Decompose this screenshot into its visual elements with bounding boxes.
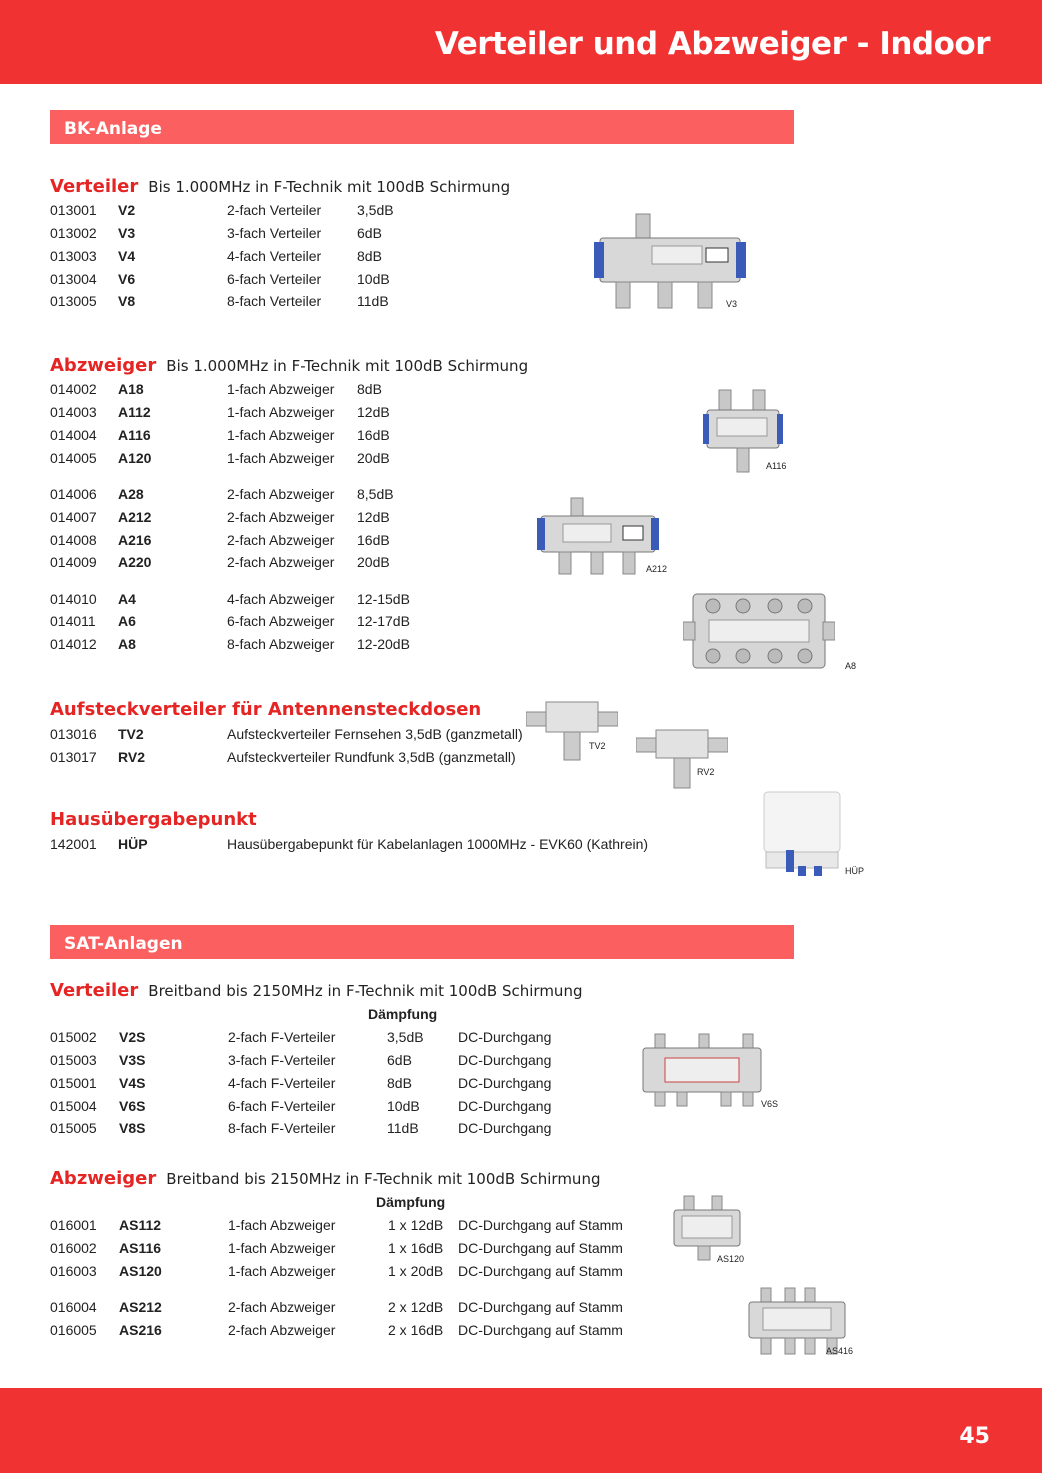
image-caption: V6S <box>761 1099 779 1109</box>
footer-bar <box>0 1388 1042 1473</box>
article-code: 013016 <box>50 726 97 742</box>
product-image-a8 <box>683 590 835 672</box>
attenuation: 1 x 12dB <box>388 1217 444 1233</box>
model: V3S <box>119 1052 146 1068</box>
attenuation: 3,5dB <box>357 202 394 218</box>
header-bar <box>0 0 1042 84</box>
attenuation: 2 x 16dB <box>388 1322 444 1338</box>
description: 2-fach Abzweiger <box>228 1299 336 1315</box>
attenuation: 3,5dB <box>387 1029 424 1045</box>
model: AS116 <box>119 1240 162 1256</box>
model: A112 <box>118 404 151 420</box>
attenuation: 11dB <box>357 293 389 309</box>
model: V4S <box>119 1075 146 1091</box>
article-code: 016002 <box>50 1240 97 1256</box>
note: DC-Durchgang <box>458 1120 552 1136</box>
description: 2-fach Abzweiger <box>228 1322 336 1338</box>
model: V4 <box>118 248 136 264</box>
attenuation: 10dB <box>357 271 390 287</box>
description: Aufsteckverteiler Fernsehen 3,5dB (ganzmetall) <box>227 726 523 742</box>
heading-subtitle: Bis 1.000MHz in F-Technik mit 100dB Schirmung <box>166 357 529 375</box>
description: Aufsteckverteiler Rundfunk 3,5dB (ganzmetall) <box>227 749 516 765</box>
attenuation: 11dB <box>387 1120 419 1136</box>
article-code: 014005 <box>50 450 97 466</box>
product-image-a212 <box>537 496 659 576</box>
article-code: 013005 <box>50 293 97 309</box>
note: DC-Durchgang auf Stamm <box>458 1263 623 1279</box>
model: A220 <box>118 554 152 570</box>
note: DC-Durchgang <box>458 1052 552 1068</box>
model: A116 <box>118 427 151 443</box>
attenuation: 12-20dB <box>357 636 410 652</box>
model: HÜP <box>118 836 148 852</box>
heading-bk-abzweiger <box>50 355 528 376</box>
product-image-v3 <box>594 212 746 312</box>
model: A212 <box>118 509 152 525</box>
description: Hausübergabepunkt für Kabelanlagen 1000MHz - EVK60 (Kathrein) <box>227 836 649 852</box>
article-code: 013017 <box>50 749 97 765</box>
model: A120 <box>118 450 152 466</box>
model: A18 <box>118 381 144 397</box>
description: 1-fach Abzweiger <box>228 1263 336 1279</box>
model: AS120 <box>119 1263 162 1279</box>
article-code: 014010 <box>50 591 97 607</box>
model: A8 <box>118 636 136 652</box>
model: RV2 <box>118 749 145 765</box>
description: 6-fach Abzweiger <box>227 613 335 629</box>
product-image-v6s <box>641 1032 763 1110</box>
model: AS212 <box>119 1299 162 1315</box>
attenuation: 8dB <box>357 248 382 264</box>
heading-title: Abzweiger <box>50 1168 157 1189</box>
description: 6-fach Verteiler <box>227 271 322 287</box>
article-code: 013004 <box>50 271 97 287</box>
description: 2-fach Abzweiger <box>227 554 335 570</box>
model: AS112 <box>119 1217 162 1233</box>
article-code: 014012 <box>50 636 97 652</box>
article-code: 014009 <box>50 554 97 570</box>
article-code: 015003 <box>50 1052 97 1068</box>
article-code: 015001 <box>50 1075 97 1091</box>
attenuation: 12dB <box>357 509 390 525</box>
description: 1-fach Abzweiger <box>228 1217 336 1233</box>
attenuation: 16dB <box>357 532 390 548</box>
article-code: 015004 <box>50 1098 97 1114</box>
attenuation: 2 x 12dB <box>388 1299 444 1315</box>
page-number: 45 <box>959 1424 990 1449</box>
section-title-bk: BK-Anlage <box>64 119 162 139</box>
article-code: 014006 <box>50 486 97 502</box>
heading-title: Aufsteckverteiler für Antennensteckdosen <box>50 699 482 720</box>
attenuation: 6dB <box>387 1052 412 1068</box>
attenuation: 8,5dB <box>357 486 394 502</box>
model: V8 <box>118 293 136 309</box>
section-bar-bk <box>50 110 794 144</box>
description: 1-fach Abzweiger <box>227 404 335 420</box>
article-code: 014002 <box>50 381 97 397</box>
model: V8S <box>119 1120 146 1136</box>
model: TV2 <box>118 726 144 742</box>
heading-title: Hausübergabepunkt <box>50 809 257 830</box>
description: 8-fach F-Verteiler <box>228 1120 336 1136</box>
heading-subtitle: Breitband bis 2150MHz in F-Technik mit 100dB Schirmung <box>148 982 583 1000</box>
article-code: 016003 <box>50 1263 97 1279</box>
attenuation: 20dB <box>357 450 390 466</box>
description: 3-fach F-Verteiler <box>228 1052 336 1068</box>
image-caption: AS120 <box>717 1254 745 1264</box>
heading-hup <box>50 809 257 830</box>
attenuation: 12dB <box>357 404 390 420</box>
description: 2-fach Verteiler <box>227 202 322 218</box>
attenuation: 1 x 20dB <box>388 1263 444 1279</box>
description: 4-fach Verteiler <box>227 248 322 264</box>
heading-sat-verteiler <box>50 980 582 1001</box>
article-code: 142001 <box>50 836 97 852</box>
model: V3 <box>118 225 136 241</box>
model: V2 <box>118 202 136 218</box>
article-code: 013001 <box>50 202 97 218</box>
description: 1-fach Abzweiger <box>228 1240 336 1256</box>
note: DC-Durchgang auf Stamm <box>458 1322 623 1338</box>
image-caption: RV2 <box>697 767 715 777</box>
model: V6S <box>119 1098 146 1114</box>
article-code: 016004 <box>50 1299 97 1315</box>
attenuation: 8dB <box>357 381 382 397</box>
product-image-tv2 <box>526 698 618 762</box>
attenuation: 12-15dB <box>357 591 410 607</box>
attenuation: 12-17dB <box>357 613 410 629</box>
image-caption: TV2 <box>589 741 606 751</box>
model: A4 <box>118 591 136 607</box>
description: 4-fach F-Verteiler <box>228 1075 336 1091</box>
attenuation: 8dB <box>387 1075 412 1091</box>
heading-title: Verteiler <box>50 176 139 197</box>
model: V2S <box>119 1029 146 1045</box>
description: 1-fach Abzweiger <box>227 450 335 466</box>
heading-aufsteckverteiler <box>50 699 481 720</box>
note: DC-Durchgang <box>458 1075 552 1091</box>
article-code: 015005 <box>50 1120 97 1136</box>
article-code: 013002 <box>50 225 97 241</box>
description: 6-fach F-Verteiler <box>228 1098 336 1114</box>
note: DC-Durchgang <box>458 1029 552 1045</box>
image-caption: V3 <box>726 299 738 309</box>
article-code: 013003 <box>50 248 97 264</box>
heading-bk-verteiler <box>50 176 510 197</box>
model: V6 <box>118 271 136 287</box>
image-caption: A8 <box>845 661 857 671</box>
attenuation: 16dB <box>357 427 390 443</box>
description: 2-fach Abzweiger <box>227 486 335 502</box>
product-image-rv2 <box>636 728 728 792</box>
note: DC-Durchgang auf Stamm <box>458 1299 623 1315</box>
heading-title: Abzweiger <box>50 355 157 376</box>
image-caption: A212 <box>646 564 668 574</box>
attenuation: 1 x 16dB <box>388 1240 444 1256</box>
column-header-daempfung: Dämpfung <box>376 1194 446 1210</box>
description: 1-fach Abzweiger <box>227 381 335 397</box>
note: DC-Durchgang auf Stamm <box>458 1240 623 1256</box>
article-code: 014008 <box>50 532 97 548</box>
article-code: 016005 <box>50 1322 97 1338</box>
description: 2-fach F-Verteiler <box>228 1029 336 1045</box>
heading-subtitle: Bis 1.000MHz in F-Technik mit 100dB Schirmung <box>148 178 511 196</box>
page-title: Verteiler und Abzweiger - Indoor <box>434 26 990 62</box>
image-caption: HÜP <box>845 866 865 876</box>
model: AS216 <box>119 1322 162 1338</box>
attenuation: 6dB <box>357 225 382 241</box>
description: 8-fach Verteiler <box>227 293 322 309</box>
heading-title: Verteiler <box>50 980 139 1001</box>
image-caption: AS416 <box>826 1346 854 1356</box>
note: DC-Durchgang <box>458 1098 552 1114</box>
description: 1-fach Abzweiger <box>227 427 335 443</box>
description: 4-fach Abzweiger <box>227 591 335 607</box>
article-code: 014007 <box>50 509 97 525</box>
description: 3-fach Verteiler <box>227 225 322 241</box>
description: 8-fach Abzweiger <box>227 636 335 652</box>
section-title-sat: SAT-Anlagen <box>64 934 183 954</box>
description: 2-fach Abzweiger <box>227 509 335 525</box>
article-code: 014003 <box>50 404 97 420</box>
description: 2-fach Abzweiger <box>227 532 335 548</box>
article-code: 014004 <box>50 427 97 443</box>
attenuation: 20dB <box>357 554 390 570</box>
article-code: 014011 <box>50 613 96 629</box>
heading-sat-abzweiger <box>50 1168 600 1189</box>
product-image-hup <box>762 790 842 882</box>
image-caption: A116 <box>766 461 787 471</box>
article-code: 015002 <box>50 1029 97 1045</box>
column-header-daempfung: Dämpfung <box>368 1006 438 1022</box>
model: A6 <box>118 613 136 629</box>
model: A28 <box>118 486 144 502</box>
model: A216 <box>118 532 152 548</box>
article-code: 016001 <box>50 1217 97 1233</box>
attenuation: 10dB <box>387 1098 420 1114</box>
heading-subtitle: Breitband bis 2150MHz in F-Technik mit 100dB Schirmung <box>166 1170 601 1188</box>
note: DC-Durchgang auf Stamm <box>458 1217 623 1233</box>
section-bar-sat <box>50 925 794 959</box>
